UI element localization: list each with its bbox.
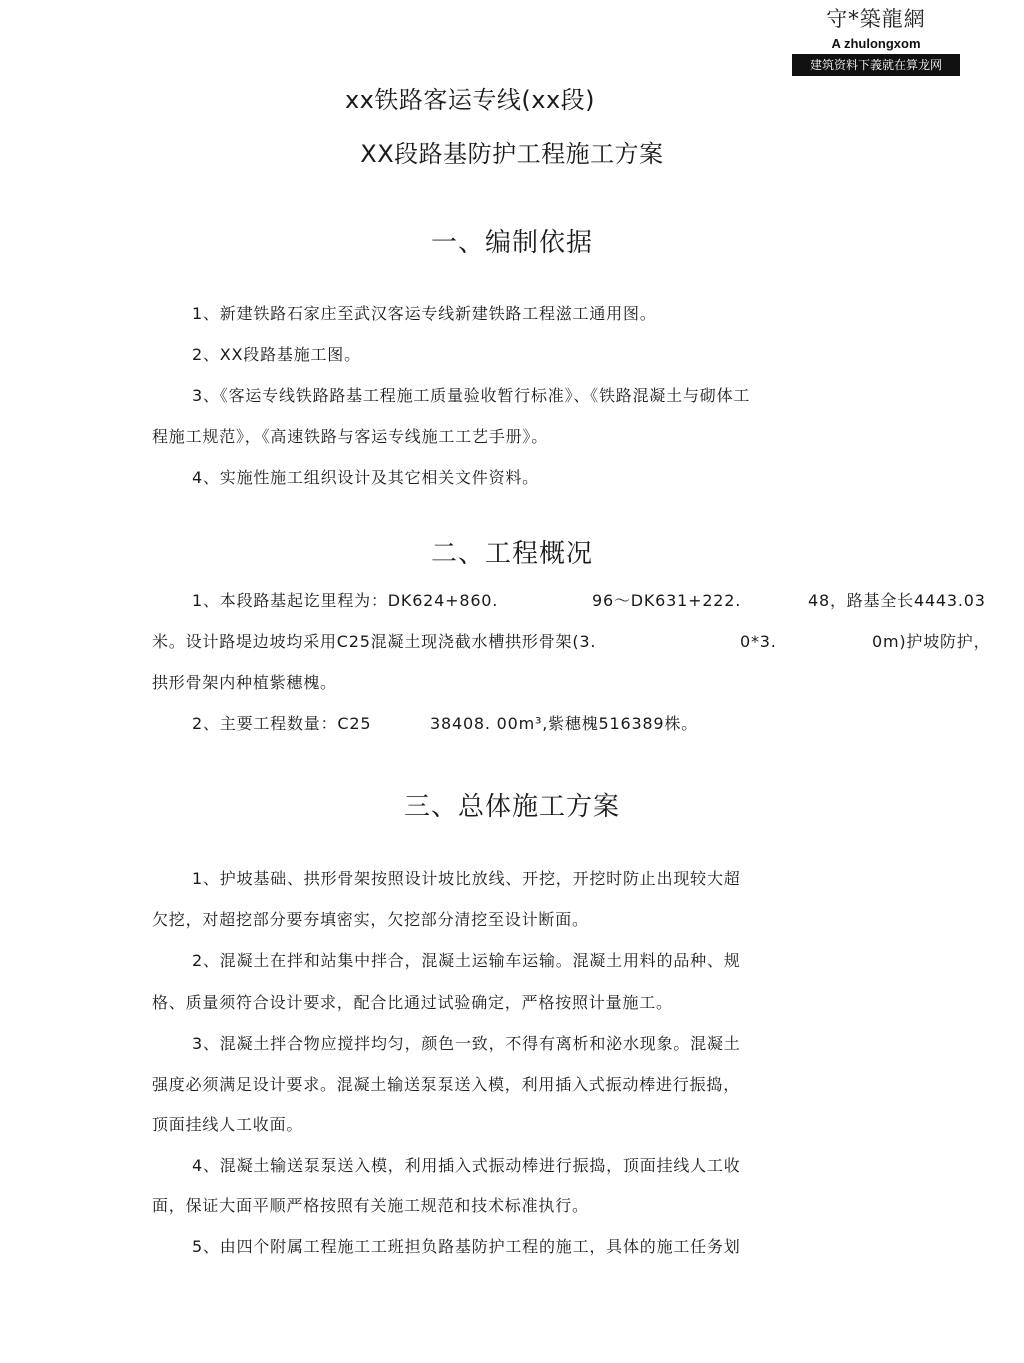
section-heading-basis: 一、编制依据 xyxy=(430,228,593,258)
doc-title-line1: xx铁路客运专线(xx段) xyxy=(344,86,596,114)
paragraph-line: 4、混凝土输送泵泵送入模，利用插入式振动棒进行振捣，顶面挂线人工收 xyxy=(192,1156,741,1175)
paragraph-line: 1、本段路基起讫里程为：DK624+860. xyxy=(192,591,499,610)
paragraph-line: 拱形骨架内种植紫穗槐。 xyxy=(152,673,337,692)
site-logo xyxy=(792,4,960,76)
paragraph-line: 1、护坡基础、拱形骨架按照设计坡比放线、开挖，开挖时防止出现较大超 xyxy=(192,869,741,888)
paragraph-line: 0m)护坡防护， xyxy=(872,632,991,651)
logo-domain: A zhulongxom xyxy=(831,36,921,51)
paragraph-line: 2、主要工程数量：C25 xyxy=(192,714,372,733)
paragraph-line: 强度必须满足设计要求。混凝土输送泵泵送入模，利用插入式振动棒进行振捣， xyxy=(152,1075,741,1094)
paragraph-line: 5、由四个附属工程施工工班担负路基防护工程的施工，具体的施工任务划 xyxy=(192,1237,741,1256)
logo-slogan: 建筑资料下義就在算龙网 xyxy=(792,54,960,76)
paragraph-line: 顶面挂线人工收面。 xyxy=(152,1115,304,1134)
paragraph-line: 格、质量须符合设计要求，配合比通过试验确定，严格按照计量施工。 xyxy=(152,993,673,1012)
doc-title-line2: XX段路基防护工程施工方案 xyxy=(360,140,664,168)
paragraph-line: 欠挖，对超挖部分要夯填密实，欠挖部分清挖至设计断面。 xyxy=(152,910,589,929)
paragraph-line: 米。设计路堤边坡均采用C25混凝土现浇截水槽拱形骨架(3. xyxy=(152,632,597,651)
paragraph-line: 3、混凝土拌合物应搅拌均匀，颜色一致，不得有离析和泌水现象。混凝土 xyxy=(192,1034,741,1053)
section-heading-overview: 二、工程概况 xyxy=(430,539,593,569)
paragraph-line: 程施工规范》，《高速铁路与客运专线施工工艺手册》。 xyxy=(152,427,549,446)
paragraph-line: 48，路基全长4443.03 xyxy=(808,591,986,610)
logo-title: 守*築龍網 xyxy=(826,7,926,31)
paragraph-line: 0*3. xyxy=(740,632,777,651)
paragraph-line: 4、实施性施工组织设计及其它相关文件资料。 xyxy=(192,468,539,487)
section-heading-plan: 三、总体施工方案 xyxy=(403,792,620,822)
paragraph-line: 96～DK631+222. xyxy=(592,591,742,610)
paragraph-line: 2、混凝土在拌和站集中拌合，混凝土运输车运输。混凝土用料的品种、规 xyxy=(192,951,741,970)
paragraph-line: 1、新建铁路石家庄至武汉客运专线新建铁路工程滋工通用图。 xyxy=(192,304,657,323)
paragraph-line: 面，保证大面平顺严格按照有关施工规范和技术标准执行。 xyxy=(152,1196,589,1215)
paragraph-line: 38408. 00m³,紫穗槐516389株。 xyxy=(430,714,698,733)
paragraph-line: 3、《客运专线铁路路基工程施工质量验收暂行标准》、《铁路混凝土与砌体工 xyxy=(192,386,751,405)
paragraph-line: 2、XX段路基施工图。 xyxy=(192,345,361,364)
